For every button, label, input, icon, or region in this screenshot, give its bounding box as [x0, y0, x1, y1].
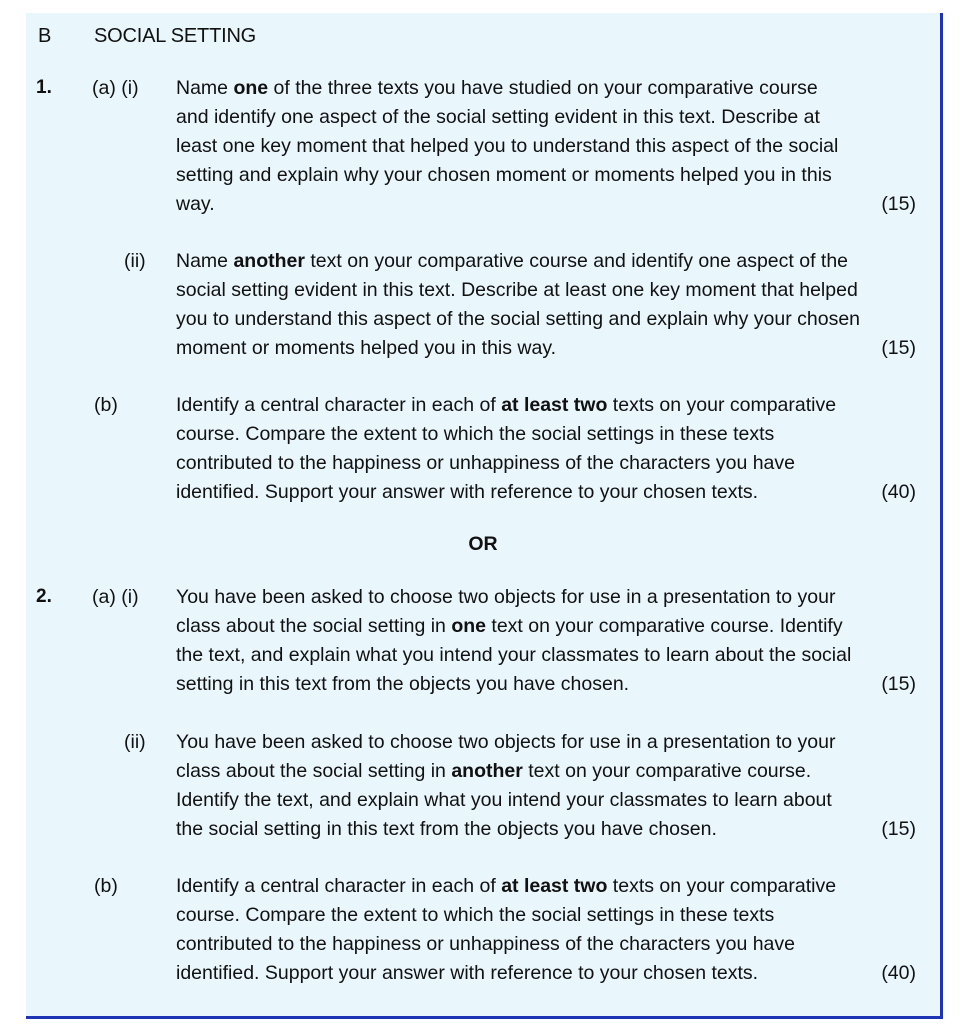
question-text: [176, 872, 916, 988]
question-text: [176, 583, 916, 699]
question-text: [176, 247, 916, 363]
part-label: (b): [94, 875, 118, 897]
text-line: class about the social setting in another text on your comparative course.: [176, 760, 812, 782]
text-line: contributed to the happiness or unhappiness of the characters you have: [176, 933, 795, 955]
emphasis: one: [233, 77, 269, 99]
text-line: Identify the text, and explain what you intend your classmates to learn about: [176, 789, 832, 811]
part-label: (ii): [124, 731, 146, 753]
marks-label: (15): [881, 337, 916, 359]
emphasis: another: [451, 760, 523, 782]
question-text: [176, 391, 916, 507]
text-line: setting and explain why your chosen moment or moments helped you in this: [176, 164, 832, 186]
exam-question-panel: [26, 13, 943, 1019]
text-line: class about the social setting in one text on your comparative course. Identify: [176, 615, 843, 637]
text-line: You have been asked to choose two objects for use in a presentation to your: [176, 731, 836, 753]
part-label: (b): [94, 394, 118, 416]
text-line: and identify one aspect of the social setting evident in this text. Describe at: [176, 106, 820, 128]
text-line: setting in this text from the objects you have chosen. (15): [176, 670, 916, 699]
question-number: 1.: [36, 77, 52, 98]
section-title: SOCIAL SETTING: [94, 25, 257, 47]
text-line: course. Compare the extent to which the social settings in these texts: [176, 904, 775, 926]
part-label: (a) (i): [92, 586, 139, 608]
text-line: least one key moment that helped you to understand this aspect of the social: [176, 135, 839, 157]
part-label: (ii): [124, 250, 146, 272]
text-line: identified. Support your answer with reference to your chosen texts. (40): [176, 478, 916, 507]
text-line: way. (15): [176, 190, 916, 219]
marks-label: (15): [881, 818, 916, 840]
emphasis: one: [451, 615, 486, 637]
question-text: [176, 728, 916, 844]
text-line: the social setting in this text from the objects you have chosen. (15): [176, 815, 916, 844]
text-line: moment or moments helped you in this way. (15): [176, 334, 916, 363]
text-line: Name one of the three texts you have studied on your comparative course: [176, 77, 818, 99]
emphasis: another: [233, 250, 305, 272]
text-line: Identify a central character in each of at least two texts on your comparative: [176, 875, 837, 897]
or-divider: OR: [468, 533, 498, 555]
text-line: contributed to the happiness or unhappiness of the characters you have: [176, 452, 795, 474]
section-letter: B: [38, 25, 52, 47]
text-line: course. Compare the extent to which the social settings in these texts: [176, 423, 775, 445]
marks-label: (15): [881, 673, 916, 695]
text-line: you to understand this aspect of the social setting and explain why your chosen: [176, 308, 861, 330]
text-line: the text, and explain what you intend your classmates to learn about the social: [176, 644, 852, 666]
question-number: 2.: [36, 586, 52, 607]
emphasis: at least two: [501, 394, 608, 416]
text-line: Identify a central character in each of at least two texts on your comparative: [176, 394, 837, 416]
part-label: (a) (i): [92, 77, 139, 99]
text-line: You have been asked to choose two objects for use in a presentation to your: [176, 586, 836, 608]
text-line: identified. Support your answer with reference to your chosen texts. (40): [176, 959, 916, 988]
question-text: [176, 74, 916, 219]
marks-label: (15): [881, 193, 916, 215]
marks-label: (40): [881, 962, 916, 984]
marks-label: (40): [881, 481, 916, 503]
text-line: Name another text on your comparative course and identify one aspect of the: [176, 250, 849, 272]
emphasis: at least two: [501, 875, 608, 897]
text-line: social setting evident in this text. Describe at least one key moment that helped: [176, 279, 858, 301]
